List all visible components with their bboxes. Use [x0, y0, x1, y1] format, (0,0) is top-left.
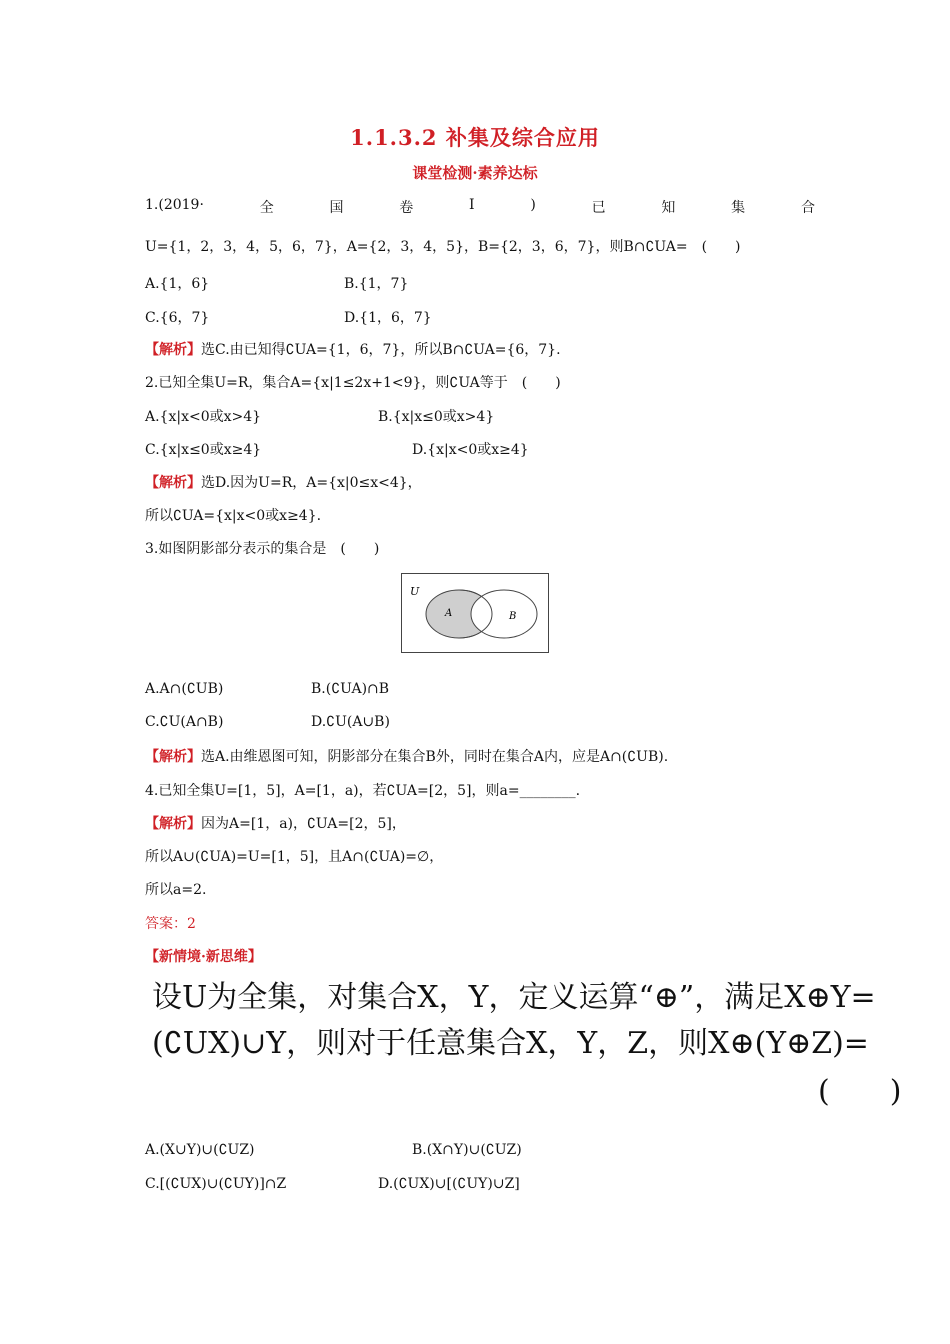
- venn-diagram: [401, 573, 549, 653]
- q5-stem-line1: 设U为全集，对集合X，Y，定义运算“⊕”，满足X⊕Y=: [152, 980, 876, 1015]
- q1-option-d: D.{1，6，7}: [344, 310, 432, 326]
- page-subtitle: 课堂检测·素养达标: [412, 164, 538, 182]
- q2-option-a: A.{x|x<0或x>4}: [145, 409, 262, 425]
- q5-tag: 【新情境·新思维】: [145, 949, 262, 965]
- q3-option-a: A.A∩(∁UB): [145, 681, 224, 697]
- q2-option-d: D.{x|x<0或x≥4}: [412, 442, 529, 458]
- q1-option-a: A.{1，6}: [145, 276, 210, 292]
- q5-option-a: A.(X∪Y)∪(∁UZ): [145, 1142, 255, 1158]
- analysis-tag: 【解析】: [145, 342, 201, 358]
- q4-analysis-line1: 【解析】因为A=[1，a)，∁UA=[2，5]，: [145, 816, 406, 832]
- venn-set-b: [471, 590, 537, 638]
- q2-analysis-line2: 所以∁UA={x|x<0或x≥4}.: [145, 508, 322, 524]
- q3-option-d: D.∁U(A∪B): [311, 714, 390, 730]
- q1-stem-line1: 1.(2019· 全 国 卷 Ⅰ ) 已 知 集 合: [145, 197, 815, 216]
- analysis-tag: 【解析】: [145, 749, 201, 765]
- q3-analysis: 【解析】选A.由维恩图可知，阴影部分在集合B外，同时在集合A内，应是A∩(∁UB).: [145, 749, 669, 765]
- q5-stem-line2: (∁UX)∪Y，则对于任意集合X，Y，Z，则X⊕(Y⊕Z)=: [152, 1026, 869, 1061]
- q2-stem: 2.已知全集U=R，集合A={x|1≤2x+1<9}，则∁UA等于 ( ): [145, 375, 561, 391]
- q4-stem: 4.已知全集U=[1，5]，A=[1，a)，若∁UA=[2，5]，则a=________.: [145, 783, 581, 799]
- q5-option-d: D.(∁UX)∪[(∁UY)∪Z]: [378, 1176, 520, 1192]
- q5-option-c: C.[(∁UX)∪(∁UY)]∩Z: [145, 1176, 287, 1192]
- q1-stem-line2: U={1，2，3，4，5，6，7}，A={2，3，4，5}，B={2，3，6，7}，则B∩∁UA= ( ): [145, 239, 741, 255]
- venn-label-a: A: [445, 608, 453, 619]
- q3-option-b: B.(∁UA)∩B: [311, 681, 390, 697]
- q1-option-b: B.{1，7}: [344, 276, 409, 292]
- analysis-tag: 【解析】: [145, 475, 201, 491]
- q5-option-b: B.(X∩Y)∪(∁UZ): [412, 1142, 522, 1158]
- q5-answer-paren: ( ): [818, 1074, 902, 1109]
- venn-label-u: U: [410, 585, 420, 598]
- q2-analysis-line1: 【解析】选D.因为U=R，A={x|0≤x<4}，: [145, 475, 422, 491]
- page-title: 1.1.3.2 补集及综合应用: [350, 125, 600, 150]
- venn-label-b: B: [509, 611, 517, 622]
- q1-option-c: C.{6，7}: [145, 310, 210, 326]
- q4-analysis-line2: 所以A∪(∁UA)=U=[1，5]，且A∩(∁UA)=∅，: [145, 849, 444, 865]
- q3-option-c: C.∁U(A∩B): [145, 714, 224, 730]
- q2-option-b: B.{x|x≤0或x>4}: [378, 409, 495, 425]
- q3-stem: 3.如图阴影部分表示的集合是 ( ): [145, 541, 380, 557]
- q4-answer: 答案：2: [145, 916, 196, 932]
- q4-analysis-line3: 所以a=2.: [145, 882, 207, 898]
- analysis-tag: 【解析】: [145, 816, 201, 832]
- q1-analysis: 【解析】选C.由已知得∁UA={1，6，7}，所以B∩∁UA={6，7}.: [145, 342, 561, 358]
- q2-option-c: C.{x|x≤0或x≥4}: [145, 442, 262, 458]
